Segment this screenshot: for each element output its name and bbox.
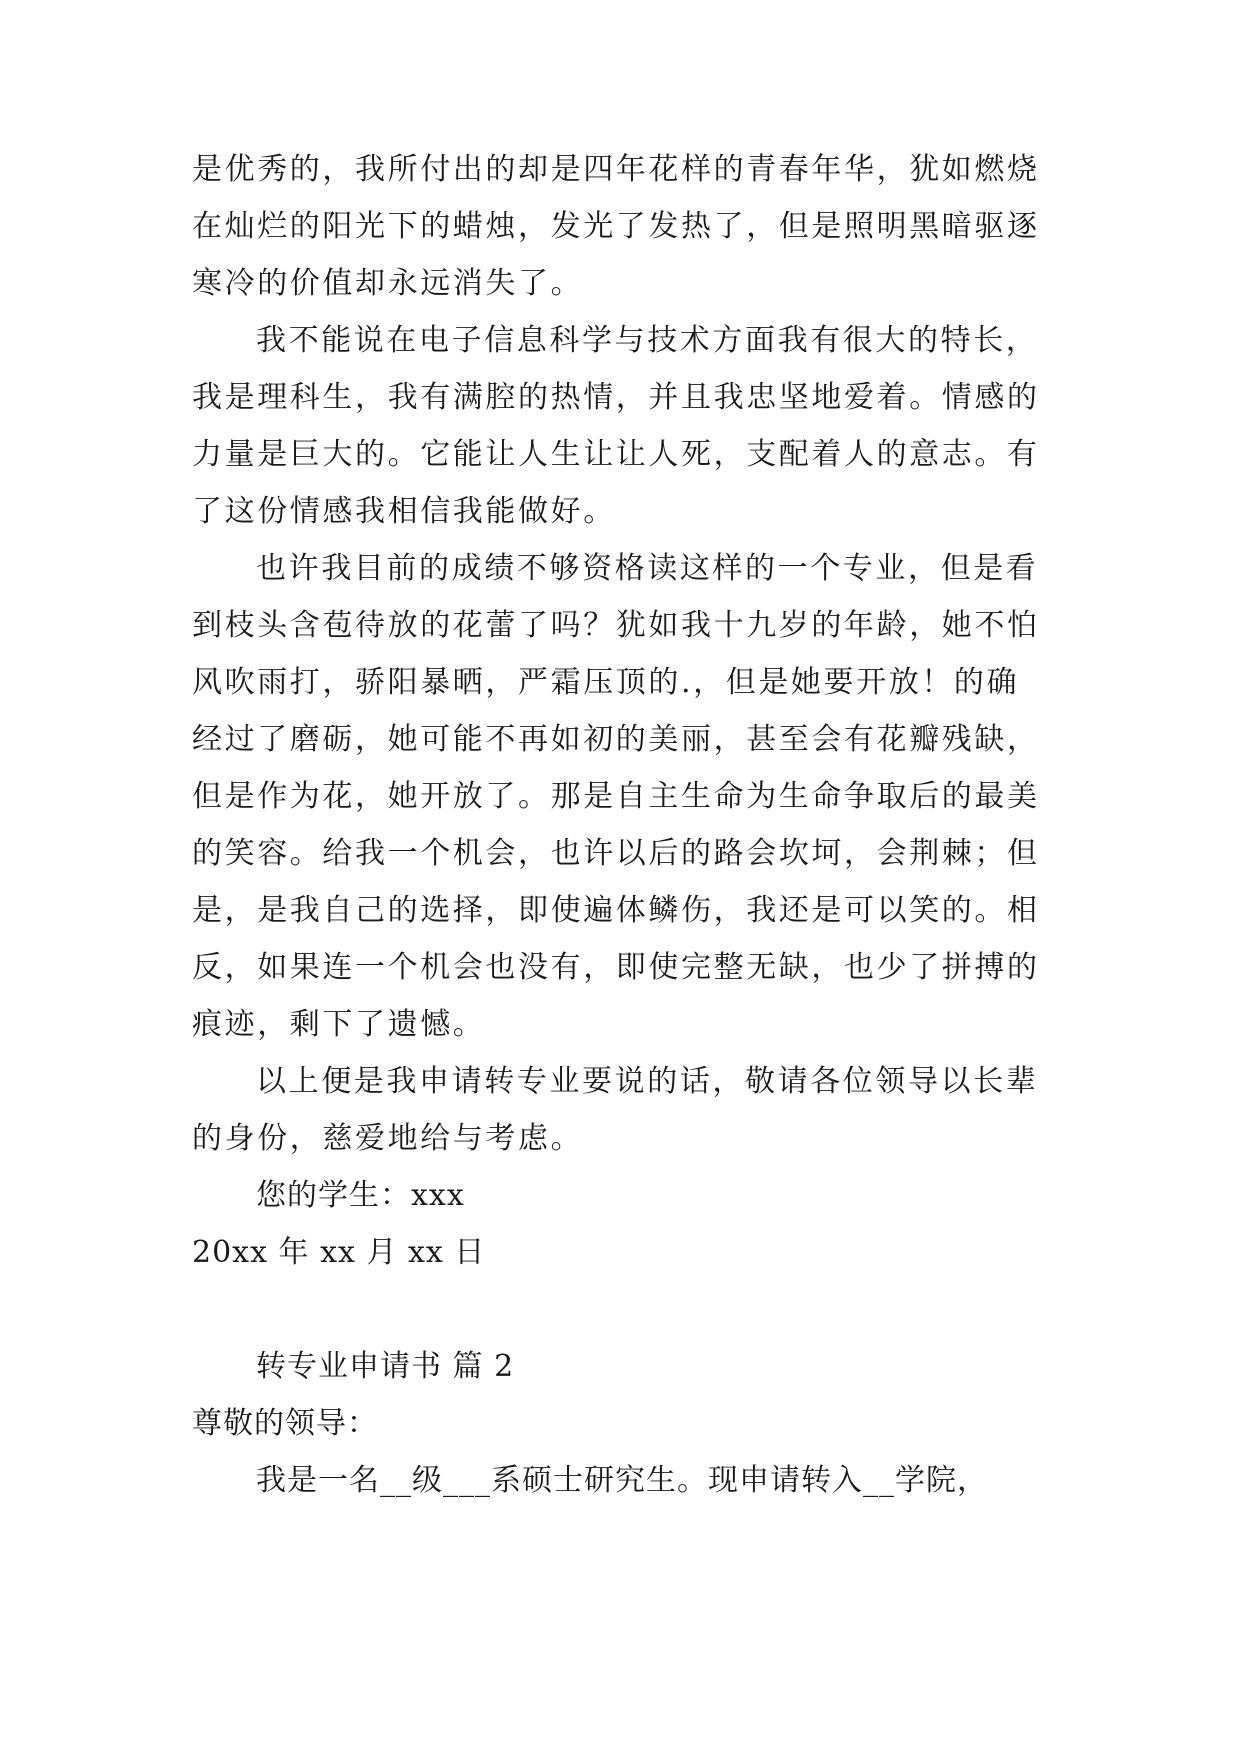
paragraph-line: 以上便是我申请转专业要说的话，敬请各位领导以长辈 <box>256 1064 1039 1099</box>
paragraph-line: 的笑容。给我一个机会，也许以后的路会坎坷，会荆棘；但 <box>192 836 1040 871</box>
section-heading: 转专业申请书 篇 2 <box>256 1349 515 1384</box>
paragraph-line: 力量是巨大的。它能让人生让让人死，支配着人的意志。有 <box>192 437 1040 472</box>
salutation: 尊敬的领导： <box>192 1406 378 1441</box>
paragraph-line: 在灿烂的阳光下的蜡烛，发光了发热了，但是照明黑暗驱逐 <box>192 209 1040 244</box>
paragraph-line: 是，是我自己的选择，即使遍体鳞伤，我还是可以笑的。相 <box>192 893 1040 928</box>
paragraph-line: 我是理科生，我有满腔的热情，并且我忠坚地爱着。情感的 <box>192 380 1040 415</box>
paragraph-line: 风吹雨打，骄阳暴晒，严霜压顶的.，但是她要开放！的确 <box>192 665 1020 700</box>
paragraph-line: 但是作为花，她开放了。那是自主生命为生命争取后的最美 <box>192 779 1040 814</box>
paragraph-line: 我不能说在电子信息科学与技术方面我有很大的特长， <box>256 323 1039 358</box>
paragraph-line: 寒冷的价值却永远消失了。 <box>192 266 584 301</box>
paragraph-line: 经过了磨砺，她可能不再如初的美丽，甚至会有花瓣残缺， <box>192 722 1040 757</box>
paragraph-line: 到枝头含苞待放的花蕾了吗？犹如我十九岁的年龄，她不怕 <box>192 608 1040 643</box>
date-line: 20xx 年 xx 月 xx 日 <box>192 1235 486 1270</box>
paragraph-line: 痕迹，剩下了遗憾。 <box>192 1007 486 1042</box>
paragraph-line: 也许我目前的成绩不够资格读这样的一个专业，但是看 <box>256 551 1039 586</box>
paragraph-line: 了这份情感我相信我能做好。 <box>192 494 616 529</box>
signature-line: 您的学生：xxx <box>256 1178 465 1213</box>
paragraph-line: 反，如果连一个机会也没有，即使完整无缺，也少了拼搏的 <box>192 950 1040 985</box>
paragraph-line: 的身份，慈爱地给与考虑。 <box>192 1121 584 1156</box>
paragraph-line: 我是一名__级___系硕士研究生。现申请转入__学院， <box>256 1463 988 1498</box>
paragraph-line: 是优秀的，我所付出的却是四年花样的青春年华，犹如燃烧 <box>192 152 1040 187</box>
